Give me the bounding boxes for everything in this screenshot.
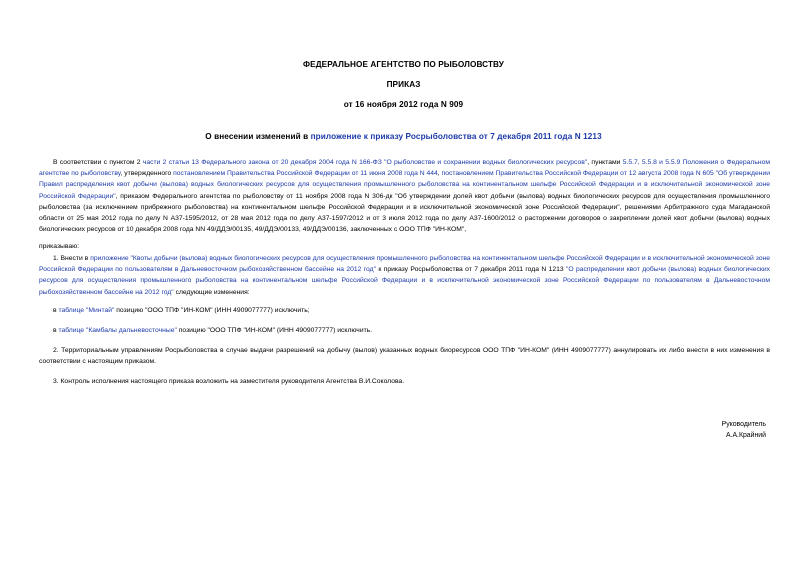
item-2-paragraph: 2. Территориальным управлениям Росрыболовства в случае выдачи разрешений на добычу (вылов) указанных водных биоресурсов ООО ТПФ "ИН-КОМ" (ИНН 4909077777) аннулировать их либо внести в них изменения в соответствии с настоящим приказом. — [39, 347, 770, 366]
table-flounder-link[interactable]: таблице "Камбалы дальневосточные" — [58, 327, 177, 334]
law-166-fz-link[interactable]: части 2 статьи 13 Федерального закона от 20 декабря 2004 года N 166-ФЗ "О рыболовстве и сохранении водных биологических ресурсов" — [142, 159, 588, 166]
appendix-link[interactable]: приложение "Квоты добычи (вылова) водных биологических ресурсов для осуществления промышленного рыболовства на континентальном шельфе Российской Федерации и в исключительной экономической зоне Российской Федерации по пользователям в Дальневосточном рыбохозяйственном бассейне на 2012 год" — [39, 255, 771, 274]
sub-item-flounder — [53, 325, 372, 336]
preamble-text-2: , пунктами — [587, 159, 623, 166]
title-text: О внесении изменений в — [205, 132, 311, 141]
item-1-text-2: к приказу Росрыболовства от 7 декабря 2011 года N 1213 — [375, 266, 566, 274]
preamble-text-5: , приказом Федерального агентства по рыболовству от 11 ноября 2008 года N 306-дк "Об утверждении долей квот добычи (вылова) водных биологических ресурсов для осуществления промышленного рыболовства (за исключением прибрежного рыболовства) на континентальном шельфе Российской Федерации и в исключительной экономической зоне Российской Федерации", решениями Арбитражного суда Магаданской области от 25 мая 2012 года по делу N А37-1595/2012, от 28 мая 2012 года по делу А37-1597/2012 и от 3 июля 2012 года по делу А37-1600/2012 о расторжении договоров о закреплении долей квот добычи (вылова) водных биологических ресурсов от 10 декабря 2008 года NN 49/ДДЭ/00135, 49/ДДЭ/00133, 49/ДДЭ/00136, заключенных с ООО ТПФ "ИН-КОМ", — [39, 192, 770, 234]
order-1213-link[interactable]: "О распределении квот добычи (вылова) водных биологических ресурсов для осуществления промышленного рыболовства на континентальном шельфе Российской Федерации и в исключительной экономической зоне Российской Федерации по пользователям в Дальневосточном рыбохозяйственном бассейне на 2012 год" — [39, 266, 770, 296]
sub-item-flounder-text: позицию "ООО ТПФ "ИН-КОМ" (ИНН 4909077777) исключить. — [176, 327, 373, 334]
title-link[interactable]: приложение к приказу Росрыболовства от 7 декабря 2011 года N 1213 — [310, 132, 602, 141]
order-word: приказываю: — [39, 243, 80, 250]
preamble-text-1: В соответствии с пунктом 2 — [53, 159, 143, 166]
sub-item-pollock-prefix: в — [53, 307, 59, 314]
document-title — [0, 132, 807, 141]
item-1-paragraph — [39, 253, 770, 298]
resolution-444-link[interactable]: постановлением Правительства Российской Федерации от 11 июня 2008 года N 444 — [173, 170, 438, 178]
item-1-text-3: следующие изменения: — [173, 288, 250, 296]
document-date-number: от 16 ноября 2012 года N 909 — [343, 100, 464, 109]
table-pollock-link[interactable]: таблице "Минтай" — [58, 307, 115, 314]
preamble-paragraph — [39, 157, 770, 235]
sub-item-pollock-text: позицию "ООО ТПФ "ИН-КОМ" (ИНН 4909077777) исключить; — [114, 307, 310, 314]
preamble-text-3: , утвержденного — [120, 170, 174, 178]
preamble-text-4: , — [437, 170, 442, 178]
sub-item-pollock — [53, 305, 310, 316]
regulation-link[interactable]: 5.5.7, 5.5.8 и 5.5.9 Положения о Федеральном агентстве по рыболовству — [39, 159, 770, 178]
agency-name: ФЕДЕРАЛЬНОЕ АГЕНТСТВО ПО РЫБОЛОВСТВУ — [303, 60, 504, 69]
document-type: ПРИКАЗ — [386, 80, 421, 89]
item-1-text-1: 1. Внести в — [53, 255, 91, 262]
signature-role: Руководитель — [721, 421, 766, 428]
resolution-605-link[interactable]: постановлением Правительства Российской Федерации от 12 августа 2008 года N 605 "Об утверждении Правил распределения квот добычи (вылова) водных биологических ресурсов для осуществления промышленного рыболовства на континентальном шельфе Российской Федерации и в исключительной экономической зоне Российской Федерации" — [39, 170, 770, 200]
sub-item-flounder-prefix: в — [53, 327, 59, 334]
item-3-paragraph: 3. Контроль исполнения настоящего приказа возложить на заместителя руководителя Агентства В.И.Соколова. — [53, 378, 405, 385]
signature-name: А.А.Крайний — [725, 432, 766, 439]
